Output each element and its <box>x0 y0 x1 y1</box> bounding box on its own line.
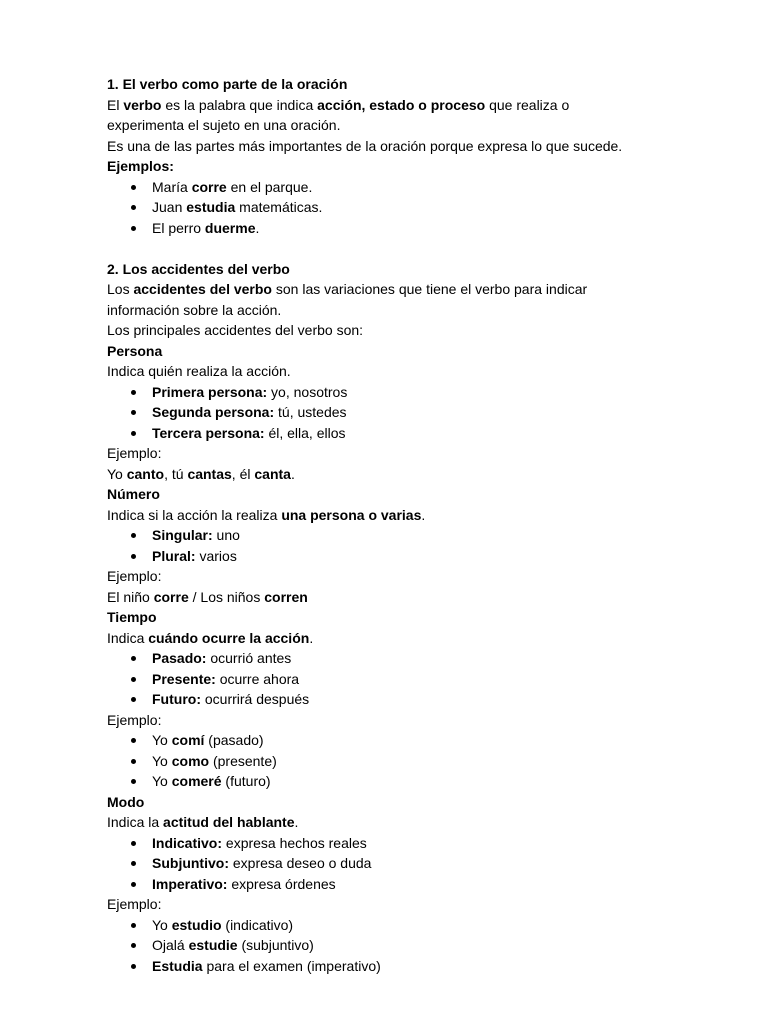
bullet-icon <box>131 964 136 969</box>
bullet-icon <box>131 759 136 764</box>
bullet-icon <box>131 738 136 743</box>
text: , tú <box>164 465 188 482</box>
bullet-icon <box>131 779 136 784</box>
paragraph-line <box>107 279 707 300</box>
text: . <box>421 506 426 523</box>
bold-text: canto <box>126 465 165 482</box>
text: Yo <box>152 916 172 933</box>
text: Yo <box>152 773 172 789</box>
bold-text: Modo <box>107 793 145 810</box>
bullet-icon <box>131 185 136 190</box>
bullet-icon <box>131 697 136 702</box>
text: (indicativo) <box>221 916 294 933</box>
list-item <box>107 218 707 239</box>
text: expresa deseo o duda <box>229 855 372 871</box>
bold-text: acción, estado o proceso <box>317 96 486 113</box>
text: matemáticas. <box>235 199 323 215</box>
bullet-icon <box>131 656 136 661</box>
text: Ejemplo: <box>107 445 162 461</box>
text: en el parque. <box>226 178 313 195</box>
text: expresa órdenes <box>227 875 336 892</box>
bold-text: Número <box>107 486 160 502</box>
list-item <box>107 874 707 895</box>
paragraph-line <box>107 894 707 915</box>
list-item <box>107 730 707 751</box>
text: expresa hechos reales <box>222 834 367 851</box>
document-body <box>107 74 707 976</box>
list-item <box>107 689 707 710</box>
bold-text: verbo <box>123 96 162 113</box>
text: / Los niños <box>188 588 265 605</box>
bullet-icon <box>131 226 136 231</box>
list-item <box>107 669 707 690</box>
bold-text: corre <box>153 588 189 605</box>
section-2 <box>107 259 707 977</box>
bold-text: cuándo ocurre la acción <box>148 629 310 646</box>
list-item <box>107 648 707 669</box>
list-item <box>107 197 707 218</box>
bold-text: Pasado: <box>152 650 207 666</box>
bold-text: Tiempo <box>107 609 157 625</box>
list-item <box>107 956 707 977</box>
text: para el examen (imperativo) <box>202 957 381 974</box>
bold-text: Plural: <box>152 547 196 564</box>
bullet-icon <box>131 431 136 436</box>
bold-text: estudie <box>188 937 238 953</box>
paragraph-line <box>107 464 707 485</box>
paragraph-line <box>107 443 707 464</box>
bold-text: cantas <box>187 465 232 482</box>
text: Ejemplo: <box>107 568 162 584</box>
text: (subjuntivo) <box>237 937 314 953</box>
text: (pasado) <box>204 732 264 748</box>
text: varios <box>195 547 237 564</box>
paragraph-line <box>107 628 707 649</box>
text: yo, nosotros <box>267 383 348 400</box>
bullet-icon <box>131 943 136 948</box>
bold-text: Futuro: <box>152 691 201 707</box>
text: experimenta el sujeto en una oración. <box>107 117 341 133</box>
bullet-icon <box>131 390 136 395</box>
text: El perro <box>152 219 205 236</box>
paragraph-line <box>107 115 707 136</box>
paragraph-line <box>107 361 707 382</box>
bold-text: Singular: <box>152 527 213 543</box>
text: son las variaciones que tiene el verbo para indicar <box>271 281 588 297</box>
blank-line <box>107 238 707 259</box>
text: Indica quién realiza la acción. <box>107 363 291 379</box>
text: . <box>255 219 260 236</box>
text: Ejemplo: <box>107 896 162 912</box>
text: Yo <box>152 752 172 769</box>
text: Yo <box>107 465 127 482</box>
text: María <box>152 178 192 195</box>
subheading <box>107 156 707 177</box>
bold-text: actitud del hablante <box>163 814 295 830</box>
text: Los <box>107 281 134 297</box>
text: uno <box>212 527 240 543</box>
bold-text: Subjuntivo: <box>152 855 229 871</box>
paragraph-line <box>107 710 707 731</box>
bullet-icon <box>131 677 136 682</box>
bold-text: como <box>171 752 210 769</box>
bold-text: Indicativo: <box>152 834 223 851</box>
text: . <box>309 629 314 646</box>
text: Juan <box>152 199 187 215</box>
text: , él <box>231 465 255 482</box>
bold-text: Estudia <box>152 957 203 974</box>
paragraph-line <box>107 136 707 157</box>
text: El <box>107 96 124 113</box>
list-item <box>107 546 707 567</box>
list-item <box>107 525 707 546</box>
text: Indica si la acción la realiza <box>107 506 282 523</box>
text: información sobre la acción. <box>107 301 282 318</box>
bold-text: Primera persona: <box>152 383 268 400</box>
text: Los principales accidentes del verbo son: <box>107 322 364 338</box>
paragraph-line <box>107 812 707 833</box>
section-1 <box>107 74 707 259</box>
list-item <box>107 423 707 444</box>
list-item <box>107 751 707 772</box>
list-item <box>107 402 707 423</box>
text: él, ella, ellos <box>264 424 346 441</box>
bullet-icon <box>131 882 136 887</box>
text: El niño <box>107 588 154 605</box>
bullet-icon <box>131 205 136 210</box>
text: que realiza o <box>485 96 570 113</box>
text: Ojalá <box>152 937 189 953</box>
list-item <box>107 833 707 854</box>
text: ocurre ahora <box>215 670 300 687</box>
bullet-icon <box>131 410 136 415</box>
bold-text: comeré <box>171 773 222 789</box>
text: Yo <box>152 732 172 748</box>
bold-text: una persona o varias <box>281 506 422 523</box>
paragraph-line <box>107 95 707 116</box>
paragraph-line <box>107 300 707 321</box>
list-item <box>107 771 707 792</box>
bullet-icon <box>131 533 136 538</box>
paragraph-line <box>107 505 707 526</box>
bold-text: Imperativo: <box>152 875 228 892</box>
section-title <box>107 74 707 95</box>
text: tú, ustedes <box>274 404 347 420</box>
subheading <box>107 792 707 813</box>
bold-text: estudio <box>171 916 222 933</box>
bold-text: corren <box>264 588 308 605</box>
bold-text: estudia <box>186 199 236 215</box>
text: Indica la <box>107 814 164 830</box>
subheading <box>107 341 707 362</box>
list-item <box>107 177 707 198</box>
text: Ejemplo: <box>107 711 162 728</box>
paragraph-line <box>107 587 707 608</box>
bold-text: duerme <box>204 219 256 236</box>
text: es la palabra que indica <box>161 96 318 113</box>
text: (futuro) <box>221 773 271 789</box>
bullet-icon <box>131 923 136 928</box>
paragraph-line <box>107 566 707 587</box>
bold-text: accidentes del verbo <box>133 281 272 297</box>
bold-text: Segunda persona: <box>152 404 275 420</box>
section-title-text: 1. El verbo como parte de la oración <box>107 76 348 92</box>
section-title-text: 2. Los accidentes del verbo <box>107 260 290 277</box>
list-item <box>107 853 707 874</box>
bold-text: Persona <box>107 342 163 359</box>
bullet-icon <box>131 841 136 846</box>
bold-text: canta <box>254 465 291 482</box>
subheading <box>107 484 707 505</box>
bold-text: comí <box>171 732 205 748</box>
subheading <box>107 607 707 628</box>
text: Es una de las partes más importantes de la oración porque expresa lo que sucede. <box>107 137 623 154</box>
text: (presente) <box>209 752 277 769</box>
list-item <box>107 935 707 956</box>
bold-text: Tercera persona: <box>152 424 265 441</box>
bold-text: corre <box>191 178 227 195</box>
text: Indica <box>107 629 149 646</box>
text: . <box>290 465 295 482</box>
paragraph-line <box>107 320 707 341</box>
text: ocurrió antes <box>206 650 292 666</box>
bullet-icon <box>131 861 136 866</box>
list-item <box>107 915 707 936</box>
bullet-icon <box>131 554 136 559</box>
bold-text: Ejemplos: <box>107 158 174 174</box>
section-title <box>107 259 707 280</box>
bold-text: Presente: <box>152 670 216 687</box>
list-item <box>107 382 707 403</box>
text: ocurrirá después <box>200 691 310 707</box>
text: . <box>294 814 299 830</box>
